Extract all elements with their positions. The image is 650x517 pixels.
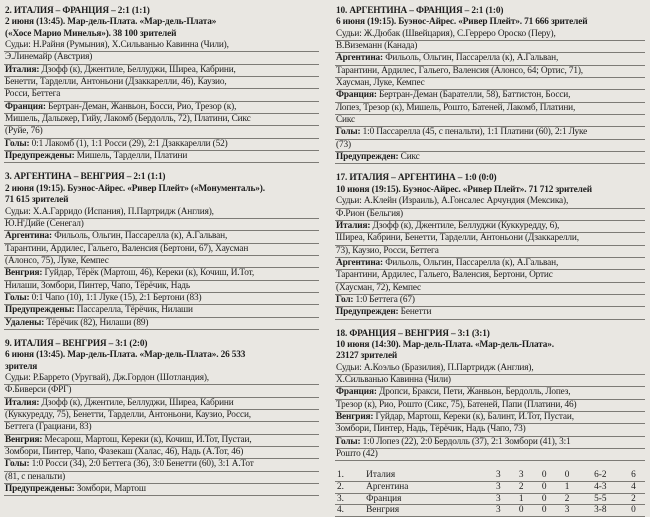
- report-line: [4, 318, 319, 330]
- goal-difference: 6-2: [579, 470, 622, 481]
- report-key: Предупрежден:: [336, 152, 399, 163]
- match-report: [4, 6, 319, 163]
- report-line: [4, 139, 319, 151]
- report-text: Дзофф (к), Джентиле, Беллуджи, Ширеа, Кабрини,: [41, 64, 236, 75]
- report-line: [4, 151, 319, 163]
- goal-difference: 5-5: [579, 493, 622, 505]
- standings-row: [335, 470, 645, 481]
- report-text: Судьи: Ж.Дюбак (Швейцария), С.Герреро Ороско (Перу),: [336, 28, 556, 39]
- report-line: [335, 363, 645, 375]
- draws: 0: [533, 470, 556, 481]
- report-text: Э.Линемайр (Австрия): [5, 52, 93, 63]
- left-column: [4, 6, 319, 505]
- match-info: 23127 зрителей: [336, 351, 398, 362]
- report-line: [4, 447, 319, 459]
- draws: 0: [533, 505, 556, 517]
- report-key: Голы:: [336, 127, 361, 138]
- standings-row: [335, 505, 645, 517]
- team-name: Аргентина: [364, 481, 487, 493]
- report-line: [4, 410, 319, 422]
- report-key: Предупреждены:: [5, 305, 75, 316]
- report-line: [335, 295, 645, 307]
- points: 6: [622, 470, 645, 481]
- report-text: В.Виземанн (Канада): [336, 41, 418, 52]
- match-info: 2 июня (13:45). Мар-дель-Плата. «Мар-дель-Плата»: [5, 17, 217, 28]
- report-text: Судьи: Н.Райня (Румыния), Х.Сильванью Кавинна (Чили),: [5, 40, 229, 51]
- report-key: Франция:: [336, 90, 377, 101]
- report-text: (Хаусман, 72), Кемпес: [336, 282, 422, 293]
- report-key: Аргентина:: [336, 257, 383, 268]
- points: 2: [622, 493, 645, 505]
- report-text: Зомбори, Пинтер, Чапо, Фазекаш (Халас, 46), Надь (А.Тот, 46): [5, 447, 244, 458]
- match-report: [335, 173, 645, 319]
- goal-difference: 4-3: [579, 481, 622, 493]
- right-column: [335, 6, 645, 517]
- wins: 3: [510, 470, 533, 481]
- report-line: [335, 449, 645, 461]
- report-line: [4, 268, 319, 280]
- match-report: [335, 6, 645, 164]
- report-line: [4, 114, 319, 126]
- games-played: 3: [487, 481, 510, 493]
- match-title: 9. ИТАЛИЯ – ВЕНГРИЯ – 3:1 (2:0): [5, 338, 148, 349]
- report-text: Гуйдар, Тёрёк (Мартош, 46), Кереки (к), Кочиш, И.Тот,: [44, 268, 255, 279]
- goal-difference: 3-8: [579, 505, 622, 517]
- report-key: Голы:: [5, 292, 30, 303]
- report-text: Лопез, Трезор (к), Мишель, Рошто, Батеней, Лакомб, Платини,: [336, 102, 576, 113]
- report-text: Дзофф (к), Джентиле, Беллуджи, Ширеа, Кабрини: [41, 397, 234, 408]
- report-text: Ю.Н'Дийе (Сенегал): [5, 218, 84, 229]
- report-line: [4, 373, 319, 385]
- report-line: [335, 78, 645, 90]
- report-text: 1:0 Пассарелла (45, с пенальти), 1:1 Платини (60), 2:1 Луке: [362, 127, 588, 138]
- report-text: Тёрёчик (82), Нилаши (89): [46, 317, 149, 328]
- report-key: Франция:: [5, 101, 46, 112]
- report-line: [4, 256, 319, 268]
- report-line: [335, 66, 645, 78]
- report-text: Хаусман, Луке, Кемпес: [336, 78, 425, 89]
- report-text: 0:1 Чапо (10), 1:1 Луке (15), 2:1 Бертони (83): [31, 292, 202, 303]
- report-line: [335, 196, 645, 208]
- report-line: [4, 102, 319, 114]
- draws: 0: [533, 493, 556, 505]
- report-text: Сикс: [336, 115, 355, 126]
- report-line: [335, 127, 645, 139]
- standings-row: [335, 493, 645, 505]
- report-key: Италия:: [336, 220, 371, 231]
- wins: 0: [510, 505, 533, 517]
- report-line: [335, 41, 645, 53]
- match-report: [4, 172, 319, 329]
- draws: 0: [533, 481, 556, 493]
- match-info: 6 июня (19:15). Буэнос-Айрес. «Ривер Плейт». 71 666 зрителей: [336, 17, 588, 28]
- report-line: [335, 209, 645, 221]
- match-title: 17. ИТАЛИЯ – АРГЕНТИНА – 1:0 (0:0): [336, 173, 497, 184]
- report-line: [335, 258, 645, 270]
- match-info: 6 июня (13:45). Мар-дель-Плата. «Мар-дель-Плата». 26 533: [5, 350, 246, 361]
- losses: 3: [556, 505, 579, 517]
- report-text: Зомбори, Мартош: [76, 484, 146, 495]
- report-line: [4, 89, 319, 101]
- report-text: Фильоль, Ольгин, Пассарелла (к), А.Гальван,: [385, 53, 559, 64]
- report-line: [4, 422, 319, 434]
- report-text: Трезор (к), Рио, Рошто (Сикс, 75), Батеней, Папи (Платини, 46): [336, 399, 577, 410]
- match-title: 3. АРГЕНТИНА – ВЕНГРИЯ – 2:1 (1:1): [5, 172, 166, 183]
- report-line: [4, 472, 319, 484]
- report-line: [4, 52, 319, 64]
- report-text: Мишель, Далыжер, Гийу, Лакомб (Бердолль, 72), Платини, Сикс: [5, 114, 251, 125]
- report-text: (81, с пенальти): [5, 471, 66, 482]
- report-text: Судьи: А.Коэльо (Бразилия), П.Партридж (Англия),: [336, 362, 534, 373]
- report-line: [335, 140, 645, 152]
- match-info: 71 615 зрителей: [5, 195, 69, 206]
- report-text: Дзофф (к), Джентиле, Беллуджи (Куккуреддy, 6),: [372, 220, 560, 231]
- match-info: («Хосе Марио Минелья»). 38 100 зрителей: [5, 28, 177, 39]
- report-text: (Куккуреддy, 75), Бенетти, Тарделли, Антоньони, Каузио, Росси,: [5, 410, 251, 420]
- report-line: [335, 387, 645, 399]
- report-key: Венгрия:: [336, 412, 374, 422]
- wins: 2: [510, 481, 533, 493]
- team-position: 2.: [335, 481, 364, 493]
- standings-row: [335, 481, 645, 493]
- report-text: (73): [336, 139, 351, 150]
- report-line: [4, 385, 319, 397]
- report-line: [335, 400, 645, 412]
- report-key: Предупреждены:: [5, 484, 75, 495]
- report-line: [4, 281, 319, 293]
- games-played: 3: [487, 505, 510, 517]
- report-text: 1:0 Беттега (67): [355, 294, 415, 305]
- report-text: Рошто (42): [336, 449, 378, 460]
- report-line: [4, 77, 319, 89]
- report-line: [335, 270, 645, 282]
- report-text: Дропси, Бракси, Пети, Жанвьон, Бердолль, Лопез,: [379, 387, 571, 398]
- report-key: Франция:: [336, 387, 377, 398]
- report-line: [335, 283, 645, 295]
- losses: 1: [556, 481, 579, 493]
- report-line: [335, 412, 645, 424]
- team-position: 4.: [335, 505, 364, 517]
- report-key: Италия:: [5, 397, 40, 408]
- report-text: Зомбори, Пинтер, Надь, Тёрёчик, Надь (Чапо, 73): [336, 424, 526, 435]
- report-line: [335, 103, 645, 115]
- match-info: 2 июня (19:15). Буэнос-Айрес. «Ривер Плейт» («Монументаль»).: [5, 183, 265, 194]
- report-text: Фильоль, Ольгин, Пассарелла (к), А.Гальван,: [54, 231, 228, 242]
- report-line: [4, 459, 319, 471]
- report-text: 0:1 Лакомб (1), 1:1 Росси (29), 2:1 Дзаккарелли (52): [31, 138, 228, 149]
- group-standings-table: [335, 470, 645, 516]
- report-text: (Алонсо, 75), Луке, Кемпес: [5, 255, 109, 266]
- report-line: [335, 424, 645, 436]
- report-line: [4, 231, 319, 243]
- report-text: Мишель, Тарделли, Платини: [76, 151, 188, 162]
- report-line: [335, 29, 645, 41]
- report-text: Месарош, Мартош, Кереки (к), Кочиш, И.Тот, Пустаи,: [44, 434, 252, 445]
- report-text: Пассарелла, Тёрёчик, Нилаши: [76, 305, 193, 316]
- report-text: Х.Сильванью Кавинна (Чили): [336, 374, 451, 385]
- points: 4: [622, 481, 645, 493]
- report-text: Нилаши, Зомбори, Пинтер, Чапо, Тёрёчик, Надь: [5, 280, 190, 291]
- report-key: Голы:: [5, 459, 30, 470]
- points: 0: [622, 505, 645, 517]
- games-played: 3: [487, 470, 510, 481]
- report-line: [335, 375, 645, 387]
- report-key: Предупрежден:: [336, 307, 399, 318]
- match-info: зрителя: [5, 361, 38, 372]
- report-text: Тарантини, Ардилес, Гальего, Валенсия (Алонсо, 64; Ортис, 71),: [336, 65, 583, 76]
- team-name: Италия: [364, 470, 487, 481]
- report-text: Гуйдар, Мартош, Кереки (к), Балинт, И.Тот, Пустаи,: [375, 412, 574, 422]
- losses: 0: [556, 470, 579, 481]
- report-line: [335, 115, 645, 127]
- report-text: Судьи: Р.Баррето (Уругвай), Дж.Гордон (Шотландия),: [5, 372, 209, 383]
- report-text: (Руйе, 76): [5, 126, 43, 137]
- report-line: [335, 307, 645, 319]
- report-key: Венгрия:: [5, 268, 43, 279]
- report-text: Бертран-Деман, Жанвьон, Босси, Рио, Трезор (к),: [48, 101, 237, 112]
- report-text: Ф.Рион (Бельгия): [336, 208, 403, 219]
- match-info: 10 июня (19:15). Буэнос-Айрес. «Ривер Плейт». 71 712 зрителей: [336, 184, 592, 195]
- match-report: [4, 339, 319, 496]
- report-key: Венгрия:: [5, 434, 43, 445]
- report-text: Тарантини, Ардилес, Гальего, Валенсия (Бертони, 67), Хаусман: [5, 243, 249, 254]
- team-name: Франция: [364, 493, 487, 505]
- report-text: Ф.Биверси (ФРГ): [5, 385, 72, 396]
- report-key: Аргентина:: [336, 53, 383, 64]
- match-title: 2. ИТАЛИЯ – ФРАНЦИЯ – 2:1 (1:1): [5, 6, 150, 16]
- report-line: [4, 40, 319, 52]
- report-line: [335, 437, 645, 449]
- match-title: 18. ФРАНЦИЯ – ВЕНГРИЯ – 3:1 (3:1): [336, 328, 490, 339]
- team-name: Венгрия: [364, 505, 487, 517]
- report-text: Бенетти, Тарделли, Антоньони (Дзаккарелли, 46), Каузио,: [5, 77, 227, 88]
- match-report: [335, 329, 645, 462]
- report-key: Голы:: [336, 436, 361, 447]
- report-text: Ширеа, Кабрини, Бенетти, Тарделли, Антоньони (Дзаккарелли,: [336, 233, 579, 244]
- report-line: [4, 435, 319, 447]
- report-text: Беттега (Грациани, 83): [5, 422, 92, 433]
- report-line: [4, 207, 319, 219]
- report-text: Бертран-Деман (Барателли, 58), Баттистон, Босси,: [379, 90, 571, 101]
- report-line: [4, 293, 319, 305]
- report-text: Бенетти: [400, 307, 432, 318]
- report-key: Удалены:: [5, 317, 45, 328]
- team-position: 3.: [335, 493, 364, 505]
- report-line: [335, 152, 645, 164]
- wins: 1: [510, 493, 533, 505]
- team-position: 1.: [335, 470, 364, 481]
- report-key: Голы:: [5, 138, 30, 149]
- losses: 2: [556, 493, 579, 505]
- match-title: 10. АРГЕНТИНА – ФРАНЦИЯ – 2:1 (1:0): [336, 6, 504, 16]
- report-text: Сикс: [400, 152, 420, 163]
- report-text: Фильоль, Ольгин, Пассарелла (к), А.Гальван,: [385, 257, 559, 268]
- report-text: 73), Каузио, Росси, Беттега: [336, 245, 439, 256]
- report-line: [4, 219, 319, 231]
- report-key: Италия:: [5, 64, 40, 75]
- report-text: Судьи: Х.А.Гарридо (Испания), П.Партридж (Англия),: [5, 206, 214, 217]
- report-text: 1:0 Лопез (22), 2:0 Бердолль (37), 2:1 Зомбори (41), 3:1: [362, 436, 571, 447]
- report-line: [4, 65, 319, 77]
- report-line: [4, 244, 319, 256]
- report-line: [4, 305, 319, 317]
- report-line: [335, 233, 645, 245]
- report-line: [335, 53, 645, 65]
- report-line: [335, 221, 645, 233]
- report-key: Предупреждены:: [5, 151, 75, 162]
- report-key: Гол:: [336, 294, 354, 305]
- games-played: 3: [487, 493, 510, 505]
- match-info: 10 июня (14:30). Мар-дель-Плата. «Мар-дель-Плата».: [336, 339, 554, 350]
- report-line: [4, 398, 319, 410]
- report-text: Тарантини, Ардилес, Гальего, Валенсия, Бертони, Ортис: [336, 270, 553, 281]
- report-line: [4, 126, 319, 138]
- report-text: 1:0 Росси (34), 2:0 Беттега (36), 3:0 Бенетти (60), 3:1 А.Тот: [31, 459, 254, 470]
- report-text: Росси, Беттега: [5, 89, 61, 100]
- report-text: Судьи: А.Клейн (Израиль), А.Гонсалес Арчундия (Мексика),: [336, 196, 569, 207]
- report-line: [335, 90, 645, 102]
- report-key: Аргентина:: [5, 231, 52, 242]
- report-line: [335, 246, 645, 258]
- right-match-list: [335, 6, 645, 461]
